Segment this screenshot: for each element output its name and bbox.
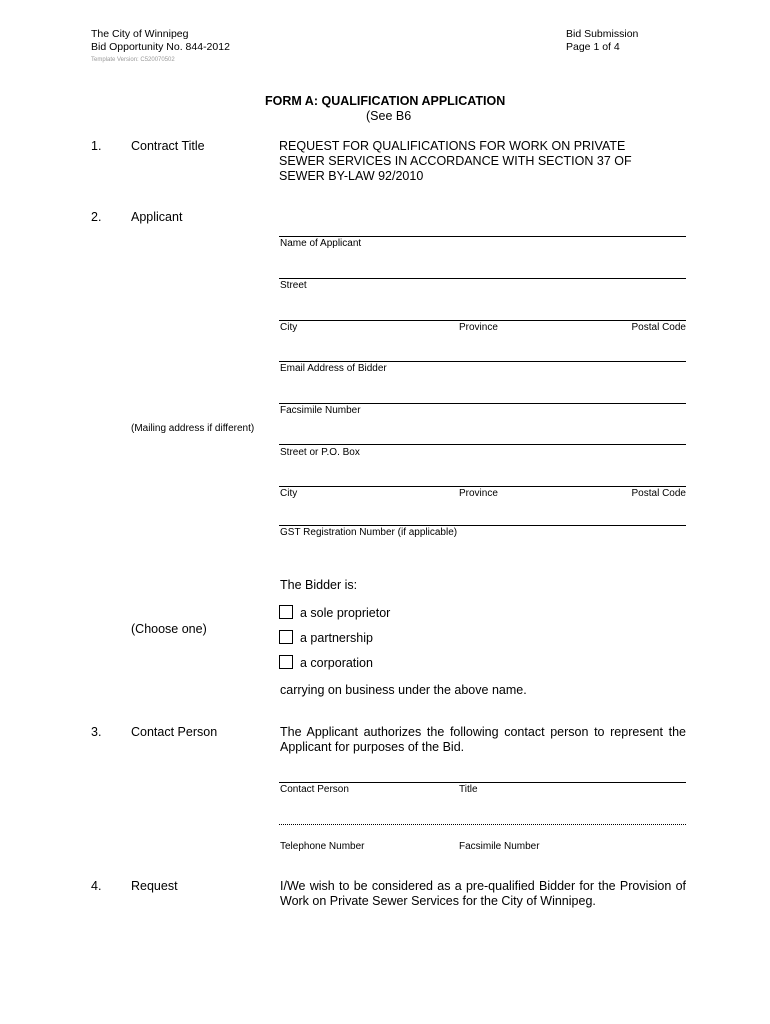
partnership-label: a partnership xyxy=(300,631,373,645)
province-label: Province xyxy=(459,322,498,333)
mailing-city-line[interactable] xyxy=(279,486,686,487)
partnership-checkbox[interactable] xyxy=(279,630,293,644)
city-label: City xyxy=(280,322,298,333)
mailing-postal-code-label: Postal Code xyxy=(631,488,686,499)
form-subtitle: (See B6 xyxy=(366,109,412,123)
email-line[interactable] xyxy=(279,361,686,362)
gst-label: GST Registration Number (if applicable) xyxy=(280,527,458,538)
street-po-box-label: Street or P.O. Box xyxy=(280,447,360,458)
contract-title-text: REQUEST FOR QUALIFICATIONS FOR WORK ON PRIVATE SEWER SERVICES IN ACCORDANCE WITH SECTION 37 OF SEWER BY-LAW 92/2010 xyxy=(279,139,632,183)
street-line[interactable] xyxy=(279,278,686,279)
section-4-label: Request xyxy=(131,879,178,893)
corporation-label: a corporation xyxy=(300,656,373,670)
section-1-number: 1. xyxy=(91,139,102,153)
header-org: The City of Winnipeg xyxy=(91,28,189,40)
header-page-number: Page 1 of 4 xyxy=(566,41,620,53)
telephone-line[interactable] xyxy=(279,824,686,825)
gst-line[interactable] xyxy=(279,525,686,526)
city-province-postal-line[interactable] xyxy=(279,320,686,321)
sole-proprietor-label: a sole proprietor xyxy=(300,606,391,620)
section-4-number: 4. xyxy=(91,879,102,893)
name-of-applicant-label: Name of Applicant xyxy=(280,238,362,249)
section-1-label: Contract Title xyxy=(131,139,205,153)
telephone-label: Telephone Number xyxy=(280,841,365,852)
facsimile-line[interactable] xyxy=(279,403,686,404)
choose-one-label: (Choose one) xyxy=(131,622,207,636)
template-version: Template Version: C520070502 xyxy=(91,57,175,63)
facsimile-label: Facsimile Number xyxy=(280,405,361,416)
mailing-address-note: (Mailing address if different) xyxy=(131,423,255,434)
email-label: Email Address of Bidder xyxy=(280,363,387,374)
section-3-label: Contact Person xyxy=(131,725,218,739)
section-2-label: Applicant xyxy=(131,210,183,224)
contact-title-label: Title xyxy=(459,784,478,795)
header-submission: Bid Submission xyxy=(566,28,639,40)
contact-person-field-label: Contact Person xyxy=(280,784,349,795)
street-label: Street xyxy=(280,280,307,291)
header-bid-opportunity: Bid Opportunity No. 844-2012 xyxy=(91,41,230,53)
section-3-number: 3. xyxy=(91,725,102,739)
carrying-on-business-text: carrying on business under the above name. xyxy=(280,683,527,697)
section-2-number: 2. xyxy=(91,210,102,224)
sole-proprietor-checkbox[interactable] xyxy=(279,605,293,619)
mailing-city-label: City xyxy=(280,488,298,499)
mailing-province-label: Province xyxy=(459,488,498,499)
form-title: FORM A: QUALIFICATION APPLICATION xyxy=(265,94,506,108)
contact-person-line[interactable] xyxy=(279,782,686,783)
postal-code-label: Postal Code xyxy=(631,322,686,333)
contact-person-text: The Applicant authorizes the following contact person to represent the Applicant for purposes of the Bid. xyxy=(280,725,686,754)
bidder-is-label: The Bidder is: xyxy=(280,578,358,592)
corporation-checkbox[interactable] xyxy=(279,655,293,669)
name-of-applicant-line[interactable] xyxy=(279,236,686,237)
request-text: I/We wish to be considered as a pre-qualified Bidder for the Provision of Work on Private Sewer Services for the City of Winnipeg. xyxy=(280,879,686,908)
contact-facsimile-label: Facsimile Number xyxy=(459,841,540,852)
street-po-box-line[interactable] xyxy=(279,444,686,445)
